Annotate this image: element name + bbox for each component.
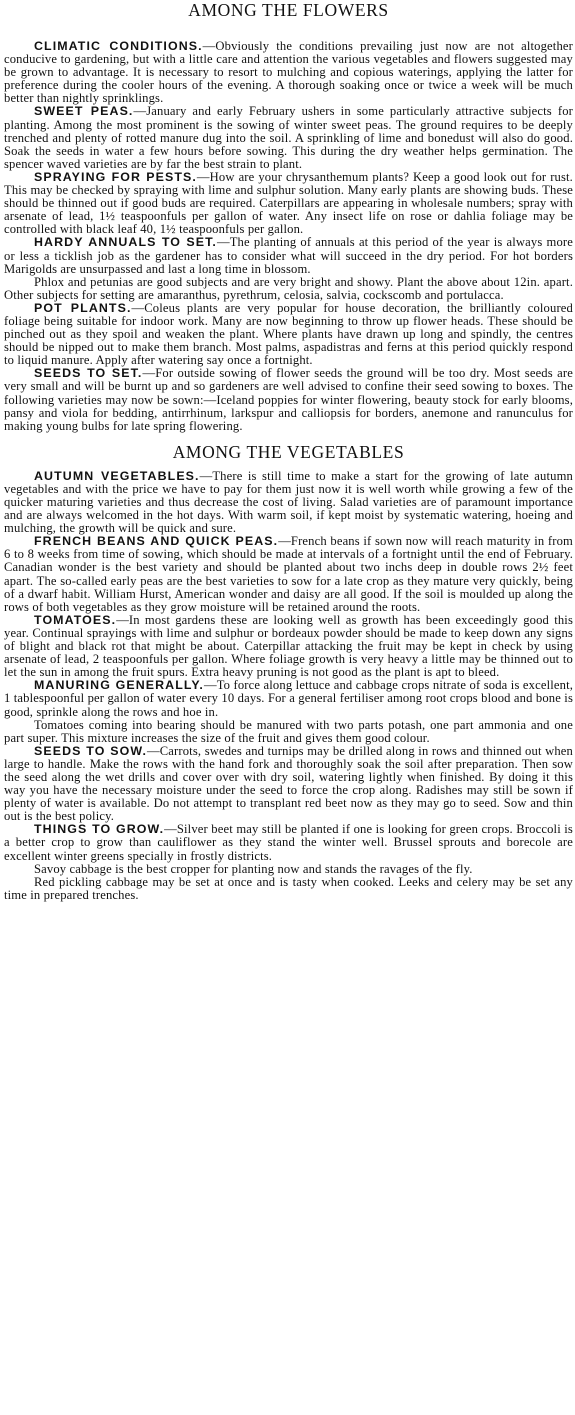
vegetables-paragraph bbox=[4, 823, 573, 862]
paragraph-heading: THINGS TO GROW. bbox=[34, 822, 165, 837]
paragraph-text: —There is still time to make a start for the growing of late autumn vegetables and with the price we have to pay for them just now it is well worth while growing a few of the quicker maturing varieties and thus decrease the cost of living. Salad varieties are of paramount importance and are always welcomed in the hot days. With warm soil, if kept moist by systematic watering, hoeing and mulching, the growth will be quick and sure. bbox=[4, 468, 573, 536]
flowers-paragraph bbox=[4, 40, 573, 105]
paragraph-text: Phlox and petunias are good subjects and are very bright and showy. Plant the above about 12in. apart. Other subjects for setting are amaranthus, pyrethrum, celosia, salvia, cockscomb and portulacca. bbox=[4, 274, 573, 302]
paragraph-heading: FRENCH BEANS AND QUICK PEAS. bbox=[34, 534, 279, 549]
vegetables-paragraph bbox=[4, 719, 573, 745]
paragraph-heading: TOMATOES. bbox=[34, 612, 117, 627]
vegetables-section-body bbox=[4, 470, 573, 902]
paragraph-text: —Obviously the conditions prevailing just now are not altogether conducive to gardening, but with a little care and attention the various vegetables and flowers suggested may be grown to advantage. It is necessary to resort to mulching and copious waterings, applying the latter for preference during the cooler hours of the evening. A thorough soaking once or twice a week will be much better than nightly sprinklings. bbox=[4, 39, 573, 106]
flowers-paragraph bbox=[4, 236, 573, 275]
paragraph-text: —To force along lettuce and cabbage crops nitrate of soda is excellent, 1 tablespoonful per gallon of water every 10 days. For a general fertiliser among root crops blood and bone is good, sprinkle along the rows and hoe in. bbox=[4, 678, 574, 719]
paragraph-text: —French beans if sown now will reach maturity in from 6 to 8 weeks from time of sowing, which should be made at intervals of a fortnight until the end of February. Canadian wonder is the best variety and should be planted about two inchs deep in double rows 2½ feet apart. The so-called early peas are the best varieties to sow for a late crop as they mature very quickly, being of a dwarf habit. William Hurst, American wonder and daisy are all good. If the soil is moulded up along the rows of both vegetables as they grow moisture will be retained around the roots. bbox=[4, 534, 574, 614]
vegetables-paragraph bbox=[4, 745, 573, 824]
vegetables-paragraph bbox=[4, 614, 573, 679]
flowers-paragraph bbox=[4, 171, 573, 236]
flowers-paragraph bbox=[4, 302, 573, 367]
flowers-section-title: AMONG THE FLOWERS bbox=[188, 0, 389, 20]
flowers-section-body bbox=[4, 40, 573, 433]
paragraph-heading: MANURING GENERALLY. bbox=[34, 678, 204, 693]
paragraph-text: —Silver beet may still be planted if one is looking for green crops. Broccoli is a better crop to grow than cauliflower as they stand the winter well. Brussel sprouts and borecole are excellent winter greens specially in frostly districts. bbox=[4, 822, 573, 863]
paragraph-text: —For outside sowing of flower seeds the ground will be too dry. Most seeds are very small and will be burnt up and so gardeners are well advised to confine their seed sowing to boxes. The following varieties may now be sown:—Iceland poppies for winter flowering, beauty stock for early blooms, pansy and viola for bedding, antirrhinum, larkspur and calliopsis for borders, anemone and ranunculus for making young bulbs for late spring flowering. bbox=[4, 366, 573, 433]
paragraph-text: Red pickling cabbage may be set at once and is tasty when cooked. Leeks and celery may be set any time in prepared trenches. bbox=[4, 874, 573, 902]
paragraph-text: —Carrots, swedes and turnips may be drilled along in rows and thinned out when large to handle. Make the rows with the hand fork and thoroughly soak the soil after preparation. Then sow the seed along the wet drills and cover over with dry soil, watering lightly when finished. By doing it this way you have the necessary moisture under the seed to force the crop along. Radishes may still be sown if plenty of water is available. Do not attempt to transplant red beet now as they may go to seed. Sow and thin out is the best policy. bbox=[4, 743, 573, 824]
paragraph-text: —The planting of annuals at this period of the year is always more or less a ticklish job as the gardener has to consider what will succeed in the dry period. For hot borders Marigolds are unsurpassed and last a long time in blossom. bbox=[4, 235, 573, 276]
paragraph-heading: SEEDS TO SOW. bbox=[34, 743, 147, 758]
paragraph-heading: CLIMATIC CONDITIONS. bbox=[34, 39, 203, 53]
flowers-paragraph bbox=[4, 105, 573, 170]
paragraph-heading: SWEET PEAS. bbox=[34, 104, 134, 119]
paragraph-text: —Coleus plants are very popular for house decoration, the brilliantly coloured foliage being suitable for indoor work. Many are now beginning to throw up flower heads. These should be pinched out as they spoil and weaken the plant. Where plants have drawn up long and spindly, the centres should be nipped out to make them branch. Most palms, aspadistras and ferns at this period quickly respond to liquid manure. Apply after watering say once a fortnight. bbox=[4, 300, 573, 368]
vegetables-paragraph bbox=[4, 470, 573, 535]
paragraph-heading: SPRAYING FOR PESTS. bbox=[34, 169, 197, 184]
vegetables-section-title: AMONG THE VEGETABLES bbox=[172, 441, 405, 462]
paragraph-text: Tomatoes coming into bearing should be manured with two parts potash, one part ammonia and one part super. This mixture increases the size of the fruit and gives them good colour. bbox=[4, 717, 573, 745]
flowers-paragraph bbox=[4, 367, 573, 432]
paragraph-heading: AUTUMN VEGETABLES. bbox=[34, 468, 200, 483]
vegetables-paragraph bbox=[4, 679, 573, 718]
paragraph-text: —How are your chrysanthemum plants? Keep a good look out for rust. This may be checked by spraying with lime and sulphur solution. Many early plants are showing buds. These should be thinned out if good buds are required. Caterpillars are appearing in wholesale numbers; spray with arsenate of lead, 1½ teaspoonfuls per gallon of water. Any insect life on rose or dahlia foliage may be controlled with black leaf 40, 1½ teaspoonfuls per gallon. bbox=[4, 169, 573, 237]
paragraph-text: —In most gardens these are looking well as growth has been exceedingly good this year. Continual sprayings with lime and sulphur or bordeaux powder should be made to keep down any signs of blight and black rot that might be about. Caterpillar attacking the fruit may be kept in check by using arsenate of lead, 2 teaspoonfuls per gallon. Where foliage growth is very heavy a little may be thinned out to let the sun in among the fruit spurs. Extra heavy pruning is not good as the plant is apt to bleed. bbox=[4, 612, 573, 680]
paragraph-text: —January and early February ushers in some particularly attractive subjects for planting. Among the most prominent is the sowing of winter sweet peas. The ground requires to be deeply trenched and plenty of rotted manure dug into the soil. A sprinkling of lime and bonedust will also do good. Soak the seeds in water a few hours before sowing. This during the dry weather helps germination. The spencer waved varieties are by far the best strain to plant. bbox=[4, 104, 573, 171]
paragraph-heading: SEEDS TO SET. bbox=[34, 366, 143, 381]
vegetables-paragraph bbox=[4, 535, 573, 614]
vegetables-paragraph bbox=[4, 876, 573, 902]
paragraph-text: Savoy cabbage is the best cropper for planting now and stands the ravages of the fly. bbox=[34, 861, 473, 876]
paragraph-heading: HARDY ANNUALS TO SET. bbox=[34, 235, 217, 250]
flowers-paragraph bbox=[4, 276, 573, 302]
paragraph-heading: POT PLANTS. bbox=[34, 300, 132, 315]
